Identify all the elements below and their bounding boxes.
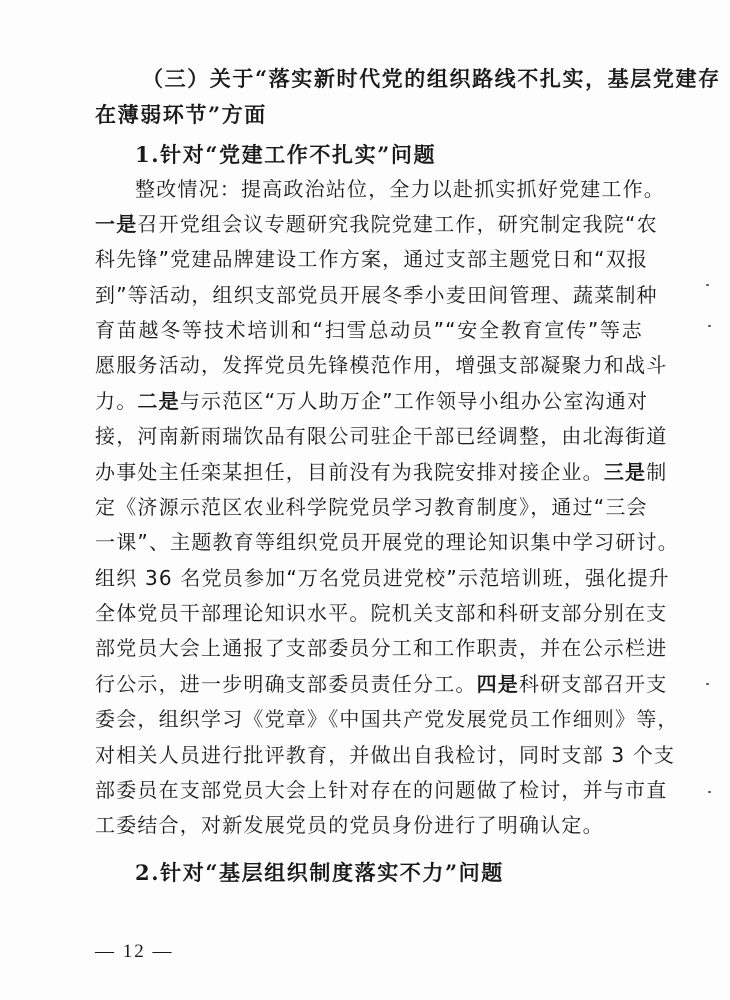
scan-speck bbox=[706, 284, 709, 286]
paragraph-line-6: 愿服务活动，发挥党员先锋模范作用，增强支部凝聚力和战斗 bbox=[95, 353, 668, 377]
emphasis-fourth: 四是 bbox=[476, 672, 520, 696]
paragraph-line-13: 全体党员干部理论知识水平。院机关支部和科研支部分别在支 bbox=[95, 601, 668, 625]
paragraph-intro: 整改情况：提高政治站位，全力以赴抓实抓好党建工作。 bbox=[135, 177, 665, 201]
paragraph-line-7: 力。二是与示范区“万人助万企”工作领导小组办公室沟通对 bbox=[95, 389, 649, 413]
paragraph-line-18: 部委员在支部党员大会上针对存在的问题做了检讨，并与市直 bbox=[95, 778, 668, 802]
paragraph-line-15: 行公示，进一步明确支部委员责任分工。四是科研支部召开支 bbox=[95, 672, 668, 696]
scan-speck bbox=[708, 325, 711, 327]
emphasis-first: 一是 bbox=[95, 212, 138, 236]
subsection-2-title: 2.针对“基层组织制度落实不力”问题 bbox=[135, 860, 504, 885]
paragraph-line-17: 对相关人员进行批评教育，并做出自我检讨，同时支部 3 个支 bbox=[95, 743, 676, 767]
emphasis-third: 三是 bbox=[603, 460, 647, 484]
paragraph-line-11: 一课”、主题教育等组织党员开展党的理论知识集中学习研讨。 bbox=[95, 530, 679, 554]
paragraph-line-8: 接，河南新雨瑞饮品有限公司驻企干部已经调整，由北海街道 bbox=[95, 424, 668, 448]
emphasis-second: 二是 bbox=[137, 389, 180, 413]
section-heading-line-1: （三）关于“落实新时代党的组织路线不扎实，基层党建存 bbox=[142, 66, 721, 91]
paragraph-line-4: 到”等活动，组织支部党员开展冬季小麦田间管理、蔬菜制种 bbox=[95, 283, 658, 307]
paragraph-line-19: 工委结合，对新发展党员的党员身份进行了明确认定。 bbox=[95, 813, 604, 837]
paragraph-line-3: 科先锋”党建品牌建设工作方案，通过支部主题党日和“双报 bbox=[95, 247, 649, 271]
paragraph-line-2: 一是召开党组会议专题研究我院党建工作，研究制定我院“农 bbox=[95, 212, 658, 236]
paragraph-line-14: 部党员大会上通报了支部委员分工和工作职责，并在公示栏进 bbox=[95, 636, 668, 660]
scan-speck bbox=[706, 683, 709, 685]
scan-speck bbox=[708, 791, 711, 793]
section-heading-line-2: 在薄弱环节”方面 bbox=[95, 102, 267, 127]
paragraph-line-10: 定《济源示范区农业科学院党员学习教育制度》，通过“三会 bbox=[95, 495, 648, 519]
paragraph-line-16: 委会，组织学习《党章》《中国共产党发展党员工作细则》等， bbox=[95, 707, 679, 731]
paragraph-line-9: 办事处主任栾某担任，目前没有为我院安排对接企业。三是制 bbox=[95, 460, 668, 484]
page-number: — 12 — bbox=[95, 941, 174, 962]
paragraph-line-12: 组织 36 名党员参加“万名党员进党校”示范培训班，强化提升 bbox=[95, 566, 670, 590]
paragraph-line-5: 育苗越冬等技术培训和“扫雪总动员”“安全教育宣传”等志 bbox=[95, 318, 643, 342]
subsection-1-title: 1.针对“党建工作不扎实”问题 bbox=[135, 142, 437, 167]
